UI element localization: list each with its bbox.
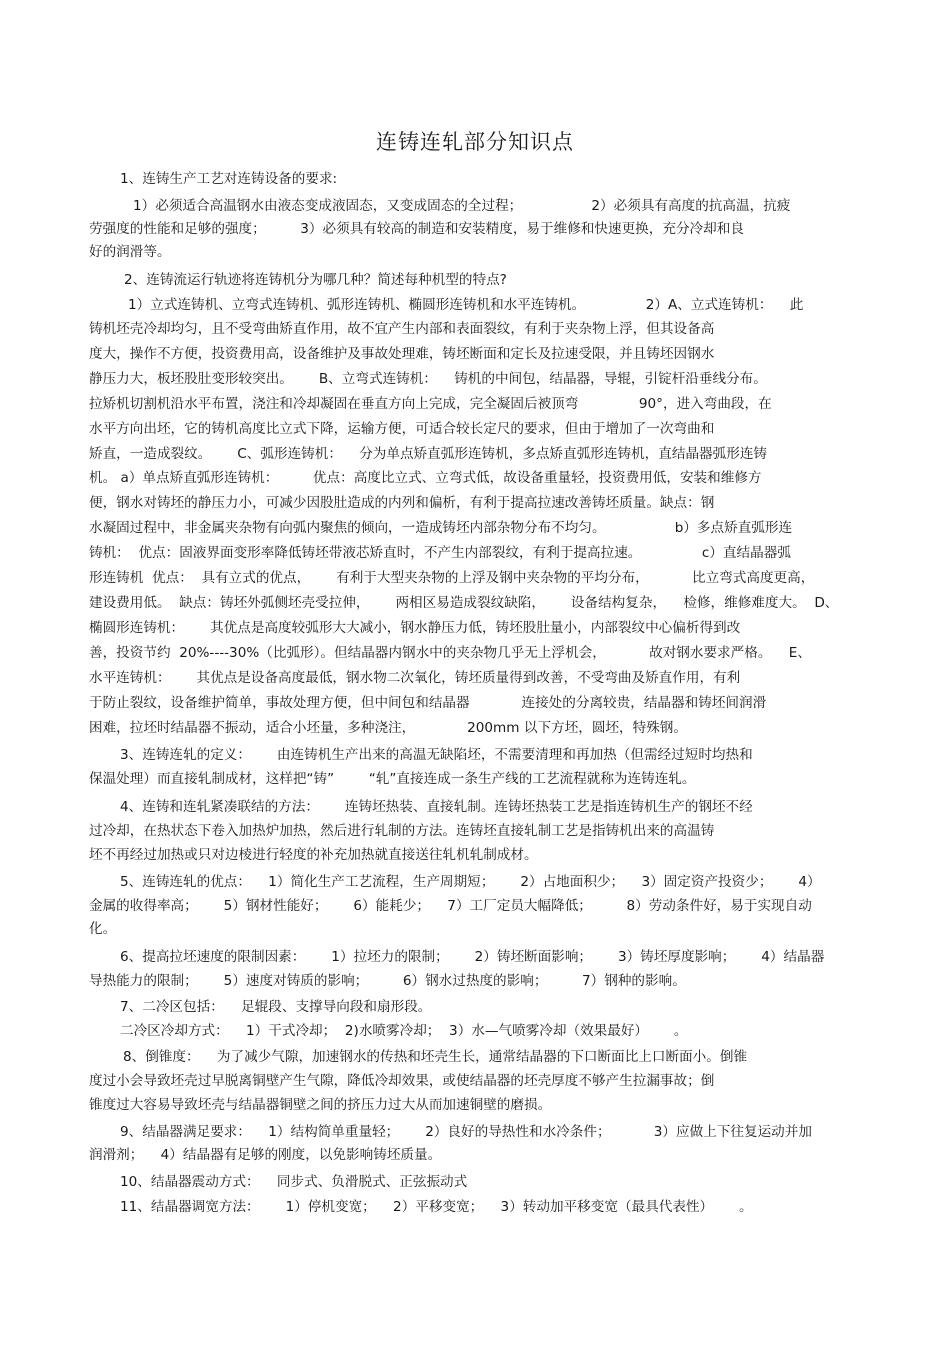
section-9-line: 9、结晶器满足要求： 1）结构简单重量轻； 2）良好的导热性和水冷条件； 3）应做上下往复运动并加 bbox=[120, 1124, 812, 1140]
section-4-line: 4、连铸和连轧紧凑联结的方法： 连铸坯热装、直接轧制。连铸坯热装工艺是指连铸机生产的钢坯不经 bbox=[120, 799, 753, 815]
section-10-line: 10、结晶器震动方式： 同步式、负滑脱式、正弦振动式 bbox=[120, 1174, 468, 1190]
section-1-line: 好的润滑等。 bbox=[89, 244, 171, 260]
section-2-line: 1）立式连铸机、立弯式连铸机、弧形连铸机、椭圆形连铸机和水平连铸机。 2）A、立式连铸机： 此 bbox=[128, 297, 804, 313]
section-11-line: 11、结晶器调宽方法： 1）停机变宽； 2）平移变宽； 3）转动加平移变宽（最具代表性） 。 bbox=[120, 1199, 753, 1215]
section-2-line: 拉矫机切割机沿水平布置，浇注和冷却凝固在垂直方向上完成，完全凝固后被顶弯 90°，进入弯曲段，在 bbox=[89, 396, 772, 412]
section-4-line: 过冷却，在热状态下卷入加热炉加热，然后进行轧制的方法。连铸坯直接轧制工艺是指铸机出来的高温铸 bbox=[89, 823, 715, 839]
section-2-line: 建设费用低。 缺点：铸坯外弧侧坯壳受拉伸， 两相区易造成裂纹缺陷， 设备结构复杂， 检修，维修难度大。 D、 bbox=[89, 595, 839, 611]
section-4-line: 坯不再经过加热或只对边棱进行轻度的补充加热就直接送往轧机轧制成材。 bbox=[89, 847, 538, 863]
section-7-line: 7、二冷区包括： 足辊段、支撑导向段和扇形段。 bbox=[120, 999, 432, 1015]
section-1-line: 1）必须适合高温钢水由液态变成液固态，又变成固态的全过程； 2）必须具有高度的抗高温，抗疲 bbox=[133, 198, 791, 214]
section-8-line: 8、倒锥度： 为了减少气隙，加速钢水的传热和坯壳生长，通常结晶器的下口断面比上口断面小。倒锥 bbox=[123, 1049, 748, 1065]
section-2-line: 矫直，一造成裂纹。 C、弧形连铸机： 分为单点矫直弧形连铸机，多点矫直弧形连铸机，直结晶器弧形连铸 bbox=[89, 446, 768, 462]
section-3-line: 3、连铸连轧的定义： 由连铸机生产出来的高温无缺陷坯，不需要清理和再加热（但需经过短时均热和 bbox=[120, 747, 753, 763]
section-5-line: 化。 bbox=[89, 921, 117, 937]
section-2-line: 于防止裂纹，设备维护简单，事故处理方便，但中间包和结晶器 连接处的分离较贵，结晶器和铸坯间润滑 bbox=[89, 695, 767, 711]
section-9-line: 润滑剂； 4）结晶器有足够的刚度，以免影响铸坯质量。 bbox=[89, 1147, 442, 1163]
section-2-line: 机。 a）单点矫直弧形连铸机： 优点：高度比立式、立弯式低，故设备重量轻，投资费用低，安装和维修方 bbox=[89, 470, 762, 486]
section-8-line: 锥度过大容易导致坯壳与结晶器铜壁之间的挤压力过大从而加速铜壁的磨损。 bbox=[89, 1097, 552, 1113]
section-3-line: 保温处理）而直接轧制成材，这样把“铸” “轧”直接连成一条生产线的工艺流程就称为连铸连轧。 bbox=[89, 771, 696, 787]
section-2-line: 便，钢水对铸坯的静压力小，可减少因股肚造成的内列和偏析，有利于提高拉速改善铸坯质量。缺点：钢 bbox=[89, 495, 715, 511]
section-2-line: 静压力大，板坯股肚变形较突出。 B、立弯式连铸机： 铸机的中间包，结晶器，导辊，引锭杆沿垂线分布。 bbox=[89, 371, 767, 387]
section-2-line: 水平方向出坯，它的铸机高度比立式下降，运输方便，可适合较长定尺的要求，但由于增加了一次弯曲和 bbox=[89, 421, 715, 437]
section-8-line: 度过小会导致坯壳过早脱离铜壁产生气隙，降低冷却效果，或使结晶器的坯壳厚度不够产生拉漏事故；倒 bbox=[89, 1073, 715, 1089]
section-6-line: 导热能力的限制； 5）速度对铸质的影响； 6）钢水过热度的影响； 7）钢种的影响。 bbox=[89, 973, 686, 989]
section-5-line: 金属的收得率高； 5）钢材性能好； 6）能耗少； 7）工厂定员大幅降低； 8）劳动条件好，易于实现自动 bbox=[89, 898, 812, 914]
section-6-line: 6、提高拉坯速度的限制因素： 1）拉坯力的限制； 2）铸坯断面影响； 3）铸坯厚度影响； 4）结晶器 bbox=[120, 949, 825, 965]
section-2-line: 铸机坯壳冷却均匀，且不受弯曲矫直作用，故不宜产生内部和表面裂纹，有利于夹杂物上浮，但其设备高 bbox=[89, 321, 715, 337]
section-2-line: 铸机： 优点：固液界面变形率降低铸坯带液芯矫直时，不产生内部裂纹，有利于提高拉速。 c）直结晶器弧 bbox=[89, 545, 791, 561]
section-2-line: 水凝固过程中，非金属夹杂物有向弧内聚焦的倾向，一造成铸坯内部杂物分布不均匀。 b）多点矫直弧形连 bbox=[89, 520, 793, 536]
section-2-line: 困难，拉坯时结晶器不振动，适合小坯量，多种浇注， 200mm 以下方坯，圆坯，特殊钢。 bbox=[89, 720, 687, 736]
section-2-line: 椭圆形连铸机： 其优点是高度较弧形大大减小，钢水静压力低，铸坯股肚量小，内部裂纹中心偏析得到改 bbox=[89, 620, 741, 636]
section-5-line: 5、连铸连轧的优点： 1）简化生产工艺流程，生产周期短； 2）占地面积少； 3）固定资产投资少； 4） bbox=[120, 874, 821, 890]
section-2-heading: 2、连铸流运行轨迹将连铸机分为哪几种？简述每种机型的特点? bbox=[124, 272, 507, 288]
section-2-line: 形连铸机 优点： 具有立式的优点， 有利于大型夹杂物的上浮及钢中夹杂物的平均分布， 比立弯式高度更高， bbox=[89, 570, 815, 586]
section-2-line: 水平连铸机： 其优点是设备高度最低，钢水物二次氧化，铸坯质量得到改善，不受弯曲及矫直作用，有利 bbox=[89, 670, 741, 686]
section-2-line: 度大，操作不方便，投资费用高，设备维护及事故处理难，铸坯断面和定长及拉速受限，并且铸坯因钢水 bbox=[89, 346, 715, 362]
section-1-heading: 1、连铸生产工艺对连铸设备的要求: bbox=[120, 171, 338, 187]
page-title: 连铸连轧部分知识点 bbox=[376, 130, 574, 154]
section-1-line: 劳强度的性能和足够的强度； 3）必须具有较高的制造和安装精度，易于维修和快速更换，充分冷却和良 bbox=[89, 221, 744, 237]
section-2-line: 善，投资节约 20%----30%（比弧形）。但结晶器内钢水中的夹杂物几乎无上浮机会， 故对钢水要求严格。 E、 bbox=[89, 645, 811, 661]
section-7-line: 二冷区冷却方式： 1）干式冷却； 2)水喷雾冷却； 3）水—气喷雾冷却（效果最好） 。 bbox=[120, 1023, 688, 1039]
